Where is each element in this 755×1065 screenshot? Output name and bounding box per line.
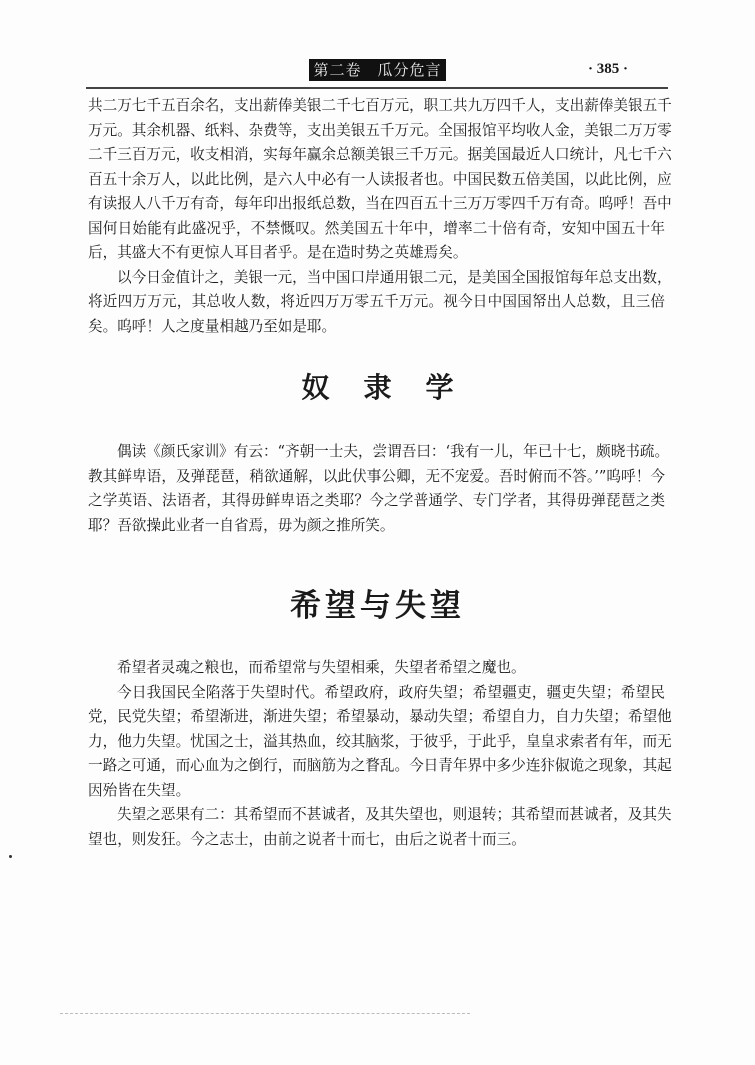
text-line: 教其鲜卑语，及弹琵琶，稍欲通解，以此伏事公卿，无不宠爱。吾时俯而不答。’”呜呼！今 [88, 467, 665, 485]
text-line: 后，其盛大不有更惊人耳目者乎。是在造时势之英雄焉矣。 [88, 244, 468, 261]
page-number: · 385 · [588, 61, 629, 77]
text-line: 一路之可通，而心血为之倒行，而脑筋为之瞀乱。今日青年界中多少连犿俶诡之现象，其起 [88, 757, 672, 774]
text-line: 百五十余万人，以此比例，是六人中必有一人读报者也。中国民数五倍美国，以此比例，应 [88, 170, 672, 188]
text-line: 希望者灵魂之粮也，而希望常与失望相乘，失望者希望之魔也。 [117, 659, 526, 676]
section-xiwang-body [88, 656, 672, 852]
header-rule [86, 87, 668, 89]
scan-speck [9, 855, 12, 858]
scan-artifact-line [60, 1013, 470, 1014]
text-line: 万元。其余机器、纸料、杂费等，支出美银五千万元。全国报馆平均收人金，美银二万万零 [88, 121, 672, 139]
text-line: 将近四万万元，其总收人数，将近四万万零五千万元。视今日中国国帑出人总数，且三倍 [88, 293, 665, 310]
text-line: 党，民党失望；希望渐进，渐进失望；希望暴动，暴动失望；希望自力，自力失望；希望他 [88, 708, 672, 725]
running-header-chapter: 第二卷 瓜分危言 [309, 59, 446, 81]
text-line: 偶读《颜氏家训》有云：“齐朝一士夫，尝谓吾曰：‘我有一儿，年已十七，颇晓书疏。 [117, 443, 670, 460]
text-line: 力，他力失望。忧国之士，溢其热血，绞其脑浆，于彼乎，于此乎，皇皇求索者有年，而无 [88, 732, 672, 750]
section-nuli-xue-body [88, 440, 670, 538]
text-line: 共二万七千五百余名，支出薪俸美银二千七百万元，职工共九万四千人，支出薪俸美银五千 [88, 97, 672, 114]
section-continued-text [88, 94, 672, 339]
text-line: 以今日金值计之，美银一元，当中国口岸通用银二元，是美国全国报馆每年总支出数， [117, 268, 672, 286]
text-line: 耶？吾欲操此业者一自省焉，毋为颜之推所笑。 [88, 516, 395, 534]
section-title-xiwang-yu-shiwang: 希望与失望 [290, 588, 465, 624]
text-line: 今日我国民全陷落于失望时代。希望政府，政府失望；希望疆吏，疆吏失望；希望民 [117, 683, 665, 701]
text-line: 失望之恶果有二：其希望而不甚诚者，及其失望也，则退转；其希望而甚诚者，及其失 [117, 806, 672, 823]
text-line: 矣。呜呼！人之度量相越乃至如是耶。 [88, 317, 337, 335]
text-line: 之学英语、法语者，其得毋鲜卑语之类耶？今之学普通学、专门学者，其得毋弹琵琶之类 [88, 492, 665, 509]
text-line: 有读报人八千万有奇，每年印出报纸总数，当在四百五十三万万零四千万有奇。呜呼！吾中 [88, 195, 672, 212]
section-title-nuli-xue: 奴隶学 [301, 371, 488, 404]
text-line: 二千三百万元，收支相消，实每年赢余总额美银三千万元。据美国最近人口统计，凡七千六 [88, 146, 672, 163]
text-line: 望也，则发狂。今之志士，由前之说者十而七，由后之说者十而三。 [88, 830, 526, 848]
text-line: 因殆皆在失望。 [88, 781, 191, 799]
text-line: 国何日始能有此盛况乎，不禁慨叹。然美国五十年中，增率二十倍有奇，安知中国五十年 [88, 219, 665, 237]
